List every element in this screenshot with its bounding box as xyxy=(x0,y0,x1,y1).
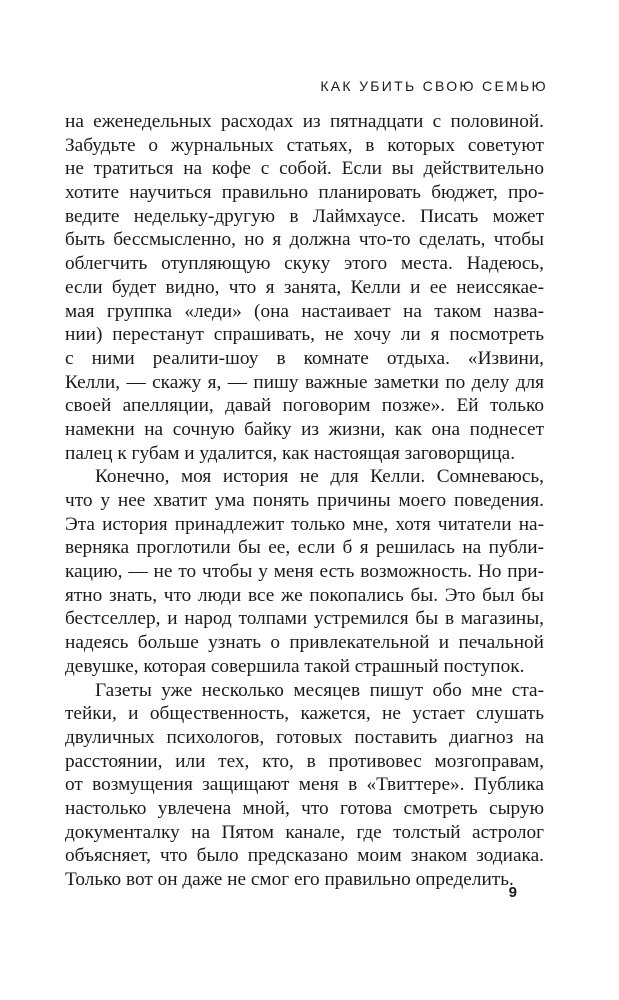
text-line: быть бессмысленно, но я должна что-то сделать, чтобы xyxy=(65,229,544,251)
text-line: объясняет, что было предсказано моим знаком зодиака. xyxy=(65,845,544,867)
text-line: девушке, которая совершила такой страшный поступок. xyxy=(65,655,525,677)
running-header: КАК УБИТЬ СВОЮ СЕМЬЮ xyxy=(320,78,548,94)
text-line: кацию, — не то чтобы у меня есть возможность. Но при- xyxy=(65,561,544,583)
text-line: Конечно, моя история не для Келли. Сомневаюсь, xyxy=(95,466,544,488)
text-line: своей апелляции, давай поговорим позже». Ей только xyxy=(65,395,544,417)
text-line: бестселлер, и народ толпами устремился бы в магазины, xyxy=(65,608,544,630)
text-line: если будет видно, что я занята, Келли и ее неиссякае- xyxy=(65,276,544,298)
page-number: 9 xyxy=(508,884,517,901)
text-line: Только вот он даже не смог его правильно определить. xyxy=(65,869,514,890)
body-text xyxy=(65,110,544,892)
text-line: с ними реалити-шоу в комнате отдыха. «Извини, xyxy=(65,347,544,369)
text-line: Келли, — скажу я, — пишу важные заметки по делу для xyxy=(65,371,544,393)
text-line: документалку на Пятом канале, где толстый астролог xyxy=(65,821,544,843)
paragraph-1 xyxy=(65,110,544,465)
text-line: верняка проглотили бы ее, если б я решилась на публи- xyxy=(65,537,544,559)
text-line: тейки, и общественность, кажется, не устает слушать xyxy=(65,703,544,725)
text-line: от возмущения защищают меня в «Твиттере». Публика xyxy=(65,774,544,796)
text-line: Забудьте о журнальных статьях, в которых советуют xyxy=(65,134,544,156)
text-line: намекни на сочную байку из жизни, как она поднесет xyxy=(65,418,544,440)
paragraph-3 xyxy=(65,679,544,892)
text-line: на еженедельных расходах из пятнадцати с половиной. xyxy=(65,111,544,132)
text-line: нии) перестанут спрашивать, не хочу ли я посмотреть xyxy=(65,324,544,346)
text-line: надеясь больше узнать о привлекательной и печальной xyxy=(65,632,544,654)
text-line: ятно знать, что люди все же покопались бы. Это был бы xyxy=(65,584,544,606)
text-line: двуличных психологов, готовых поставить диагноз на xyxy=(65,726,544,748)
text-line: Газеты уже несколько месяцев пишут обо мне ста- xyxy=(95,679,544,701)
text-line: не тратиться на кофе с собой. Если вы действительно xyxy=(65,158,544,180)
text-line: ведите недельку-другую в Лаймхаусе. Писать может xyxy=(65,205,544,227)
paragraph-2 xyxy=(65,465,544,678)
text-line: что у нее хватит ума понять причины моего поведения. xyxy=(65,490,544,511)
text-line: облегчить отупляющую скуку этого места. Надеюсь, xyxy=(65,253,544,275)
text-line: Эта история принадлежит только мне, хотя читатели на- xyxy=(65,513,544,535)
text-line: расстоянии, или тех, кто, в противовес мозгоправам, xyxy=(65,750,544,772)
text-line: настолько увлечена мной, что готова смотреть сырую xyxy=(65,797,544,819)
text-line: хотите научиться правильно планировать бюджет, про- xyxy=(65,182,544,204)
text-line: мая группка «леди» (она настаивает на таком назва- xyxy=(65,300,544,322)
text-line: палец к губам и удалится, как настоящая заговорщица. xyxy=(65,442,516,464)
